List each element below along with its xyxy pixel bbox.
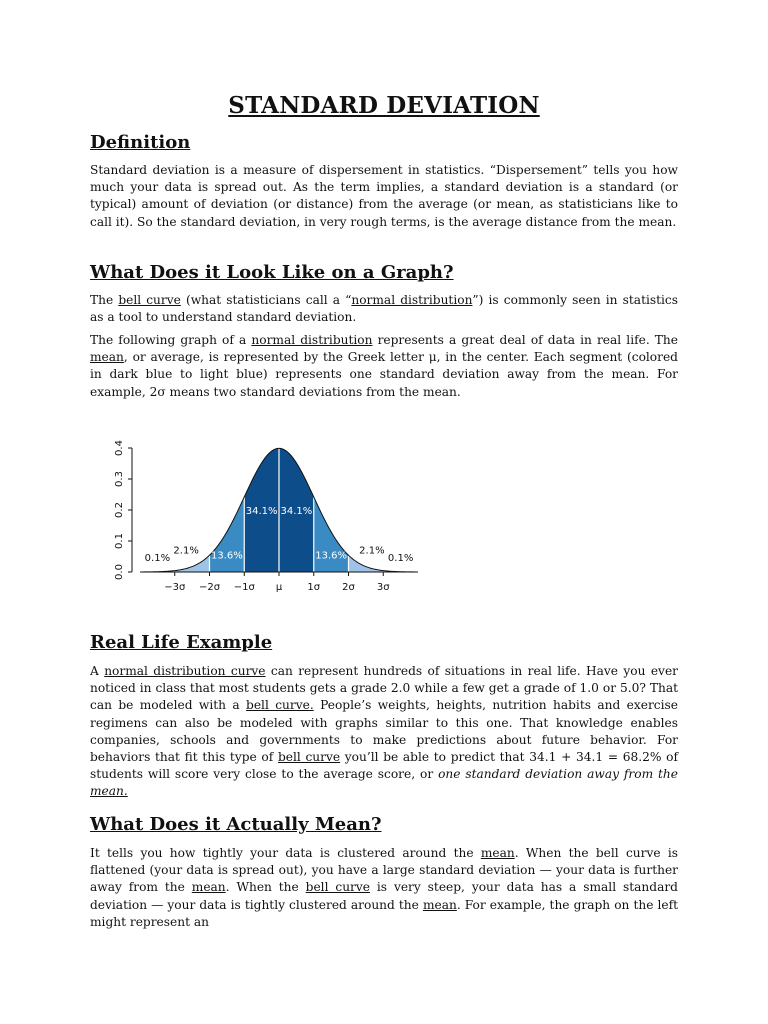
real-life-heading: Real Life Example — [90, 632, 273, 653]
text-run: It tells you how tightly your data is clustered around the — [90, 846, 481, 860]
chart-region-label: 34.1% — [280, 506, 313, 517]
chart-x-tick-label: −1σ — [233, 582, 255, 593]
text-run: is very steep, your data has a small standard deviation — your data is tightly clustered around the — [90, 880, 678, 912]
chart-y-tick-label: 0.4 — [114, 440, 125, 456]
underlined-term: mean — [90, 350, 124, 365]
chart-region-label: 34.1% — [245, 506, 278, 517]
text-run: . When the bell curve is flattened (your data is spread out), you have a large standard deviation — your data is further away from the — [90, 846, 678, 895]
chart-region-label: 13.6% — [315, 550, 348, 562]
text-run: The — [90, 293, 119, 307]
underlined-term: mean — [422, 897, 457, 912]
underlined-term: mean — [480, 846, 515, 860]
normal-distribution-chart — [88, 432, 428, 597]
underlined-term: normal distribution — [351, 293, 473, 307]
chart-y-tick-label: 0.2 — [114, 502, 125, 518]
text-run: one standard deviation away from the — [438, 767, 678, 782]
chart-region-label: 13.6% — [210, 550, 243, 562]
chart-y-tick-label: 0.0 — [114, 564, 125, 580]
text-run: . For example, the graph on the left might represent an — [90, 897, 678, 929]
underlined-term: mean. — [90, 784, 128, 799]
chart-y-tick-label: 0.3 — [114, 471, 125, 487]
text-run: . When the — [225, 880, 306, 895]
chart-x-tick-label: −2σ — [198, 582, 221, 593]
text-run: , or average, is represented by the Greek letter μ, in the center. Each segment (colored in dark blue to light blue) represents one standard deviation away from the mean. For example, 2σ means two standard deviations from the mean. — [90, 350, 678, 399]
chart-x-tick-label: 3σ — [376, 582, 390, 593]
chart-x-tick-label: μ — [275, 582, 283, 593]
definition-heading: Definition — [90, 132, 191, 153]
underlined-term: mean — [191, 880, 226, 895]
text-run: ”) is commonly seen in statistics as a tool to understand standard deviation. — [90, 293, 678, 325]
chart-tail-label: 0.1% — [144, 553, 171, 565]
underlined-term: normal distribution curve — [104, 664, 266, 678]
graph-heading: What Does it Look Like on a Graph? — [90, 262, 454, 283]
underlined-term: bell curve — [118, 293, 181, 307]
graph-paragraph-1 — [90, 292, 678, 326]
underlined-term: normal distribution — [251, 333, 373, 347]
graph-paragraph-2 — [90, 332, 678, 401]
real-life-paragraph — [90, 663, 678, 801]
text-run: The following graph of a — [90, 333, 252, 347]
text-run: represents a great deal of data in real life. The — [372, 333, 678, 347]
underlined-term: bell curve — [305, 880, 370, 895]
chart-y-tick-label: 0.1 — [114, 533, 125, 549]
text-run: A — [90, 664, 105, 678]
page-title: STANDARD DEVIATION — [228, 92, 540, 119]
text-run: (what statisticians call a “ — [180, 293, 352, 307]
chart-tail-label: 0.1% — [387, 553, 414, 565]
chart-x-tick-label: 2σ — [342, 582, 355, 593]
actual-mean-heading: What Does it Actually Mean? — [90, 814, 382, 835]
underlined-term: bell curve. — [246, 698, 314, 713]
chart-x-tick-label: 1σ — [307, 582, 321, 593]
text-run: can represent hundreds of situations in real life. Have you ever noticed in class that most students gets a grade 2.0 while a few get a grade of 1.0 or 5.0? That can be modeled with a — [90, 664, 678, 713]
text-run: you’ll be able to predict that 34.1 + 34.1 = 68.2% of students will score very close to the average score, or — [90, 750, 678, 782]
text-run: People’s weights, heights, nutrition habits and exercise regimens can also be modeled with graphs similar to this one. That knowledge enables companies, schools and governments to make predictions about future behavior. For behaviors that fit this type of — [90, 698, 678, 765]
underlined-term: bell curve — [277, 750, 341, 765]
actual-mean-paragraph — [90, 845, 678, 931]
chart-region-label: 2.1% — [359, 545, 385, 557]
definition-paragraph: Standard deviation is a measure of dispersement in statistics. “Dispersement” tells you how much your data is spread out. As the term implies, a standard deviation is a standard (or typical) amount of deviation (or distance) from the average (or mean, as statisticians like to call it). So the standard deviation, in very rough terms, is the average distance from the mean. — [90, 163, 678, 229]
chart-region-label: 2.1% — [173, 545, 199, 557]
chart-x-tick-label: −3σ — [164, 582, 186, 593]
